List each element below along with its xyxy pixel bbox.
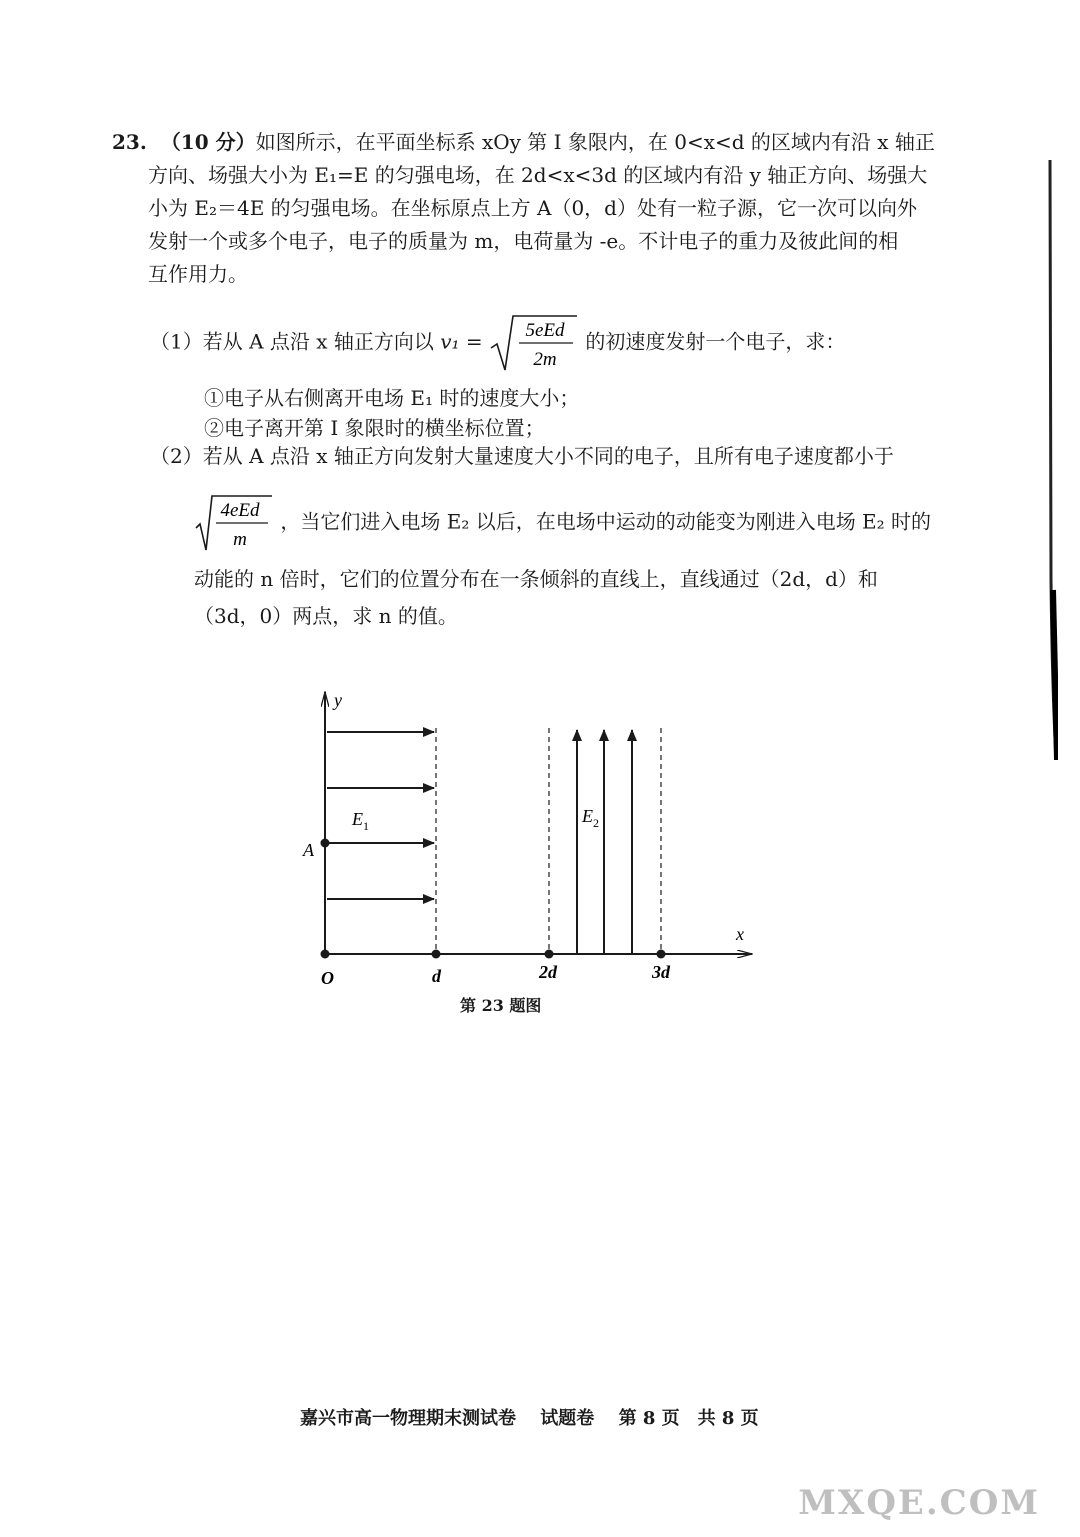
- part1-sub2: ②电子离开第 I 象限时的横坐标位置；: [204, 416, 545, 440]
- question-text-1: 如图所示，在平面坐标系 xOy 第 I 象限内，在 0<x<d 的区域内有沿 x 轴正: [255, 130, 935, 154]
- sqrt-4eed-over-m: [194, 492, 274, 554]
- question-line-4: 发射一个或多个电子，电子的质量为 m，电荷量为 -e。不计电子的重力及彼此间的相: [148, 229, 899, 253]
- question-line-1: [112, 126, 942, 159]
- sqrt-5eed-over-2m: [489, 312, 579, 374]
- part1-prefix: （1）若从 A 点沿 x 轴正方向以: [150, 329, 434, 354]
- part2-line-3: 动能的 n 倍时，它们的位置分布在一条倾斜的直线上，直线通过（2d，d）和: [194, 567, 878, 591]
- part1-numerator: 5eEd: [525, 320, 565, 341]
- part2-line-2-text: ，当它们进入电场 E₂ 以后，在电场中运动的动能变为刚进入电场 E₂ 时的: [280, 509, 932, 534]
- part2-line-2: [194, 492, 931, 554]
- e1-label: $E_1$: [352, 809, 369, 833]
- part1-line: [150, 312, 845, 374]
- scan-edge-shadow: [1044, 160, 1058, 760]
- figure-caption: 第 23 题图: [460, 996, 542, 1015]
- part1-sub1: ①电子从右侧离开电场 E₁ 时的速度大小；: [204, 386, 580, 410]
- part2-denominator: m: [233, 529, 247, 550]
- tick-3d-label: 3d: [652, 962, 670, 982]
- origin-label: O: [321, 968, 334, 988]
- part1-sqrt-formula: [489, 312, 579, 374]
- question-line-2: 方向、场强大小为 E₁=E 的匀强电场，在 2d<x<3d 的区域内有沿 y 轴正方向、场强大: [148, 163, 928, 187]
- point-d: [432, 950, 441, 959]
- question-23: [112, 126, 942, 291]
- figure-23: [290, 680, 770, 1020]
- point-a-label: A: [303, 840, 314, 860]
- part2-line-4: （3d，0）两点，求 n 的值。: [194, 604, 458, 628]
- part2-line-1: （2）若从 A 点沿 x 轴正方向发射大量速度大小不同的电子，且所有电子速度都小于: [150, 444, 894, 468]
- part2-numerator: 4eEd: [220, 500, 260, 521]
- point-3d: [657, 950, 666, 959]
- footer-page-info: 第 8 页 共 8 页: [618, 1408, 759, 1429]
- part1-v-label: v₁ =: [440, 329, 483, 354]
- field-diagram: [290, 680, 770, 1020]
- part1-suffix: 的初速度发射一个电子，求：: [585, 329, 846, 354]
- part2-sqrt-formula: [194, 492, 274, 554]
- x-axis-label: x: [736, 924, 744, 944]
- point-2d: [545, 950, 554, 959]
- question-line-3: 小为 E₂＝4E 的匀强电场。在坐标原点上方 A（0，d）处有一粒子源，它一次可以向外: [148, 196, 917, 220]
- scan-edge-mark: [1044, 160, 1058, 760]
- part1-denominator: 2m: [533, 349, 557, 370]
- tick-2d-label: 2d: [539, 962, 557, 982]
- question-points: （10 分）: [160, 130, 256, 154]
- page-footer: [300, 1404, 777, 1430]
- e2-label: $E_2$: [582, 806, 599, 830]
- question-number: 23.: [112, 130, 147, 154]
- point-a: [321, 839, 330, 848]
- footer-exam-title: 嘉兴市高一物理期末测试卷: [300, 1408, 516, 1429]
- tick-d-label: d: [432, 966, 441, 986]
- origin-point: [321, 950, 330, 959]
- y-axis-label: y: [334, 690, 342, 710]
- question-line-5: 互作用力。: [148, 262, 248, 286]
- footer-paper-type: 试题卷: [540, 1408, 595, 1429]
- watermark: MXQE.COM: [798, 1483, 1040, 1523]
